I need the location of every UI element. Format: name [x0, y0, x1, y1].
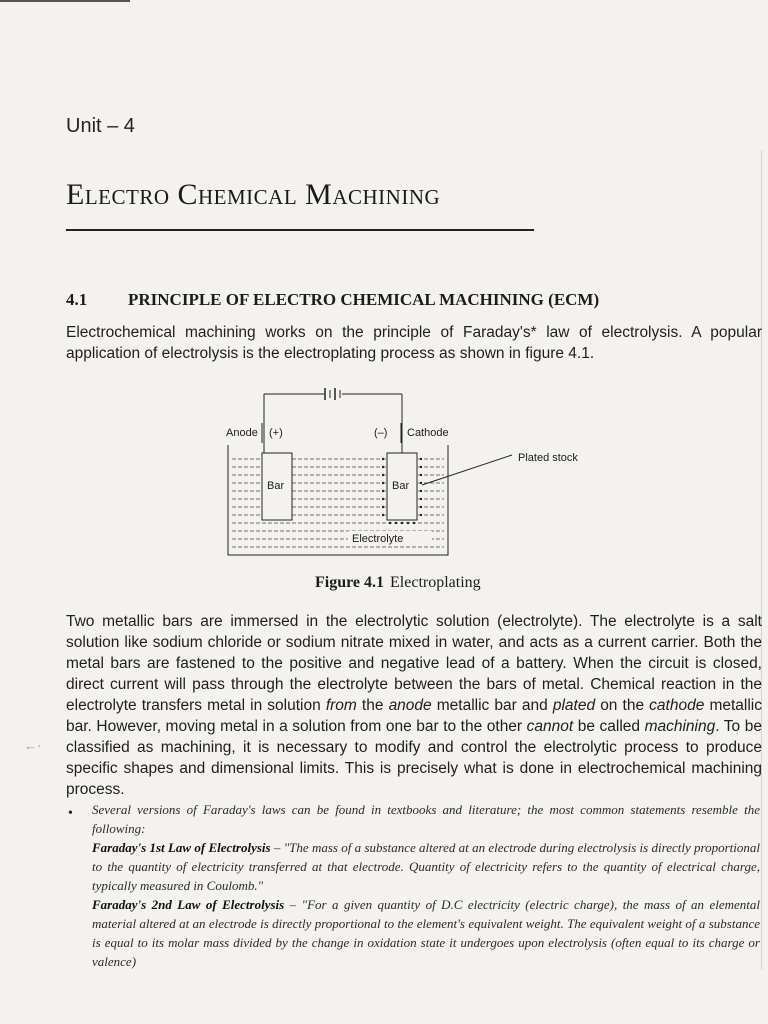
- chapter-title: Electro Chemical Machining: [66, 178, 441, 211]
- body-emph-machining: machining: [644, 718, 716, 735]
- battery-symbol: [264, 388, 402, 400]
- body-paragraph: [66, 611, 762, 800]
- body-emph-anode: anode: [388, 697, 432, 714]
- footnote-bullet: •: [68, 806, 73, 821]
- body-emph-from: from: [325, 697, 357, 714]
- faraday-law1-text: – "The mass of a substance altered at an electrode during electrolysis is directly proportional to the quantity of electricity transferred at that electrode. Quantity of electricity refers to the quantity of electrical charge, typically measured in Coulomb.": [92, 840, 761, 893]
- section-title: PRINCIPLE OF ELECTRO CHEMICAL MACHINING (ECM): [128, 290, 600, 309]
- plated-stock-pointer: [422, 455, 512, 485]
- body-emph-cannot: cannot: [526, 718, 574, 735]
- electroplating-figure: [222, 385, 622, 560]
- intro-paragraph: Electrochemical machining works on the principle of Faraday's* law of electrolysis. A popular application of electrolysis is the electroplating process as shown in figure 4.1.: [66, 324, 762, 362]
- anode-label: Anode: [226, 427, 258, 439]
- margin-scribble: ←·: [24, 738, 42, 753]
- body-text-3: metallic bar and: [431, 697, 553, 714]
- section-number: 4.1: [66, 290, 88, 309]
- faraday-law2-title: Faraday's 2nd Law of Electrolysis: [92, 897, 285, 912]
- section-heading: [66, 290, 599, 310]
- faraday-law1-title: Faraday's 1st Law of Electrolysis: [92, 840, 271, 855]
- body-text-7: . To be classified as machining, it is necessary to modify and control the electrolytic process to produce specific shapes and dimensional limits. This is precisely what is done in electrochemical machining process.: [66, 718, 762, 798]
- electrolyte-label: Electrolyte: [352, 533, 404, 545]
- faraday-law2-text: – "For a given quantity of D.C electricity (electric charge), the mass of an elemental material altered at an electrode is directly proportional to the element's equivalent weight. The equivalent weight of a substance is equal to its molar mass divided by the change in oxidation state it undergoes upon electrolysis (often equal to its charge or valence): [92, 897, 760, 969]
- page-edge-shadow: [761, 150, 762, 970]
- body-text-6: be called: [573, 718, 645, 735]
- faraday-footnote: [92, 800, 760, 971]
- cathode-label: Cathode: [407, 427, 449, 439]
- unit-label: Unit – 4: [66, 115, 135, 137]
- figure-caption-number: Figure 4.1: [315, 574, 385, 591]
- body-emph-cathode: cathode: [649, 697, 705, 714]
- cathode-bar: [387, 453, 417, 520]
- anode-bar: [262, 453, 292, 520]
- anode-bar-label: Bar: [267, 480, 285, 492]
- anode-sign: (+): [269, 427, 283, 439]
- body-text-5: metallic bar. However, moving metal in a solution from one bar to the other: [66, 697, 762, 735]
- top-edge-rule: [0, 0, 130, 2]
- cathode-sign: (–): [374, 427, 388, 439]
- circuit-wires: [264, 394, 402, 455]
- footnote-intro: Several versions of Faraday's laws can be found in textbooks and literature; the most common statements resemble the following:: [92, 802, 760, 836]
- body-text-2: the: [356, 697, 389, 714]
- body-emph-plated: plated: [552, 697, 596, 714]
- title-underline: [66, 229, 534, 231]
- body-text-4: on the: [595, 697, 650, 714]
- cathode-bar-label: Bar: [392, 480, 410, 492]
- plated-stock-label: Plated stock: [518, 452, 578, 464]
- figure-caption: [315, 574, 481, 592]
- body-text-1: Two metallic bars are immersed in the electrolytic solution (electrolyte). The electrolyte is a salt solution like sodium chloride or sodium nitrate mixed in water, and acts as a current carrier. Both the metal bars are fastened to the positive and negative lead of a battery. When the circuit is closed, direct current will pass through the electrolyte between the bars of metal. Chemical reaction in the electrolyte transfers metal in solution: [66, 613, 762, 714]
- figure-caption-text: Electroplating: [390, 574, 481, 591]
